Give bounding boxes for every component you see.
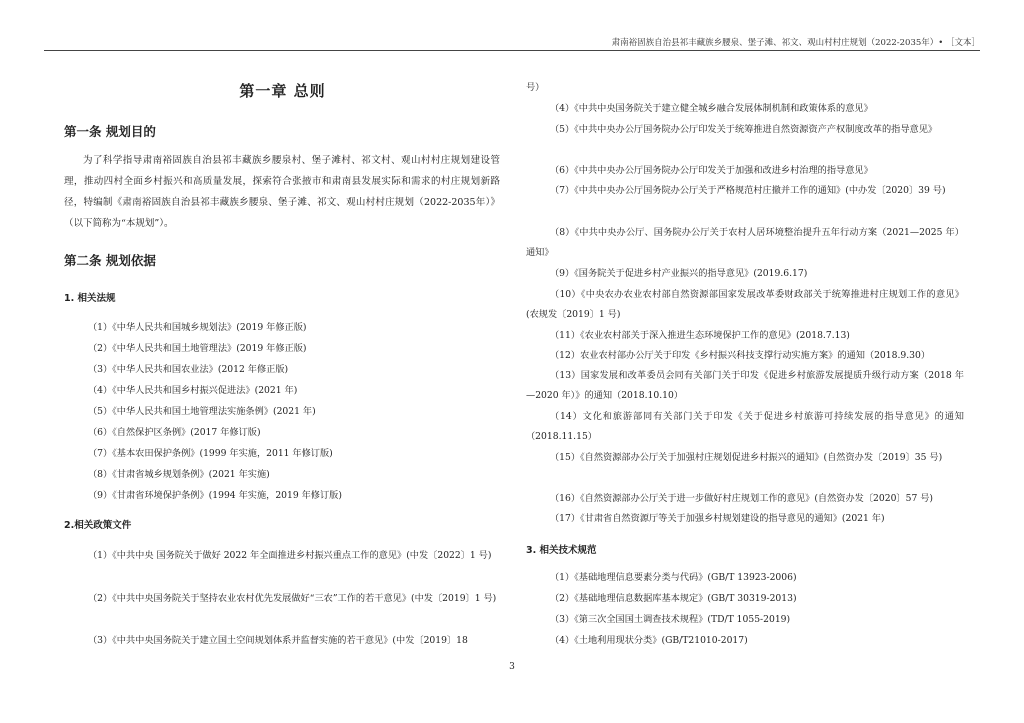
policy-item: （3）《中共中央国务院关于建立国土空间规划体系并监督实施的若干意见》(中发〔2019〕18: [88, 635, 468, 646]
policy-item: （2）《中共中央国务院关于坚持农业农村优先发展做好“三农”工作的若干意见》(中发〔2019〕1 号): [88, 593, 497, 604]
article2-title: 第二条 规划依据: [64, 253, 156, 268]
article1-paragraph: 为了科学指导肃南裕固族自治县祁丰藏族乡腰泉村、堡子滩村、祁文村、观山村村庄规划建设管理，推动四村全面乡村振兴和高质量发展，探索符合张掖市和肃南县发展实际和需求的村庄规划新路径，特编制《肃南裕固族自治县祁丰藏族乡腰泉、堡子滩、祁文、观山村村庄规划（2022-2035年）》（以下简称为“本规划”）。: [64, 155, 500, 229]
policy-item: （12）农业农村部办公厅关于印发《乡村振兴科技支撑行动实施方案》的通知（2018.9.30）: [550, 350, 931, 361]
policy-item: （16）《自然资源部办公厅关于进一步做好村庄规划工作的意见》(自然资办发〔2020〕57 号): [550, 493, 934, 504]
law-item: （2）《中华人民共和国土地管理法》(2019 年修正版): [88, 343, 307, 354]
policy-item: （15）《自然资源部办公厅关于加强村庄规划促进乡村振兴的通知》(自然资办发〔2019〕35 号): [550, 452, 943, 463]
policy-item: （14）文化和旅游部同有关部门关于印发《关于促进乡村旅游可持续发展的指导意见》的通知（2018.11.15）: [526, 411, 964, 442]
law-item: （4）《中华人民共和国乡村振兴促进法》(2021 年): [88, 385, 298, 396]
standard-item: （4）《土地利用现状分类》(GB/T21010-2017): [550, 635, 748, 646]
policies-heading: 2.相关政策文件: [64, 520, 132, 531]
standard-item: （3）《第三次全国国土调查技术规程》(TD/T 1055-2019): [550, 614, 791, 625]
policy-item: （8）《中共中央办公厅、国务院办公厅关于农村人居环境整治提升五年行动方案（2021—2025 年）通知》: [526, 227, 964, 258]
policy-item: （11）《农业农村部关于深入推进生态环境保护工作的意见》(2018.7.13): [550, 330, 850, 341]
laws-heading: 1. 相关法规: [64, 293, 116, 304]
running-header: 肃南裕固族自治县祁丰藏族乡腰泉、堡子滩、祁文、观山村村庄规划（2022-2035年）• ［文本］: [611, 38, 980, 48]
law-item: （5）《中华人民共和国土地管理法实施条例》(2021 年): [88, 406, 316, 417]
standard-item: （2）《基础地理信息数据库基本规定》(GB/T 30319-2013): [550, 593, 797, 604]
policy-item: （6）《中共中央办公厅国务院办公厅印发关于加强和改进乡村治理的指导意见》: [550, 165, 873, 176]
page-number: 3: [509, 662, 515, 672]
standard-item: （1）《基础地理信息要素分类与代码》(GB/T 13923-2006): [550, 572, 797, 583]
law-item: （8）《甘肃省城乡规划条例》(2021 年实施): [88, 469, 270, 480]
header-rule: [44, 50, 980, 51]
standards-heading: 3. 相关技术规范: [526, 545, 597, 556]
law-item: （6）《自然保护区条例》(2017 年修订版): [88, 427, 261, 438]
law-item: （7）《基本农田保护条例》(1999 年实施，2011 年修订版): [88, 448, 333, 459]
policy-item-continued: 号）: [526, 82, 545, 93]
policy-item: （9）《国务院关于促进乡村产业振兴的指导意见》(2019.6.17): [550, 268, 808, 279]
law-item: （3）《中华人民共和国农业法》(2012 年修正版): [88, 364, 289, 375]
law-item: （9）《甘肃省环境保护条例》(1994 年实施，2019 年修订版): [88, 490, 342, 501]
law-item: （1）《中华人民共和国城乡规划法》(2019 年修正版): [88, 322, 307, 333]
article1-title: 第一条 规划目的: [64, 124, 156, 139]
chapter-title: 第一章 总则: [239, 82, 326, 100]
policy-item: （17）《甘肃省自然资源厅等关于加强乡村规划建设的指导意见的通知》(2021 年): [550, 513, 885, 524]
policy-item: （5）《中共中央办公厅国务院办公厅印发关于统筹推进自然资源资产产权制度改革的指导意见》: [550, 124, 938, 135]
policy-item: （10）《中央农办农业农村部自然资源部国家发展改革委财政部关于统筹推进村庄规划工作的意见》(农规发〔2019〕1 号): [526, 289, 964, 320]
policy-item: （13）国家发展和改革委员会同有关部门关于印发《促进乡村旅游发展提质升级行动方案（2018 年—2020 年）》的通知（2018.10.10）: [526, 370, 964, 401]
policy-item: （4）《中共中央国务院关于建立健全城乡融合发展体制机制和政策体系的意见》: [550, 103, 873, 114]
policy-item: （1）《中共中央 国务院关于做好 2022 年全面推进乡村振兴重点工作的意见》(中发〔2022〕1 号): [88, 550, 492, 561]
policy-item: （7）《中共中央办公厅国务院办公厅关于严格规范村庄撤并工作的通知》(中办发〔2020〕39 号): [550, 185, 946, 196]
